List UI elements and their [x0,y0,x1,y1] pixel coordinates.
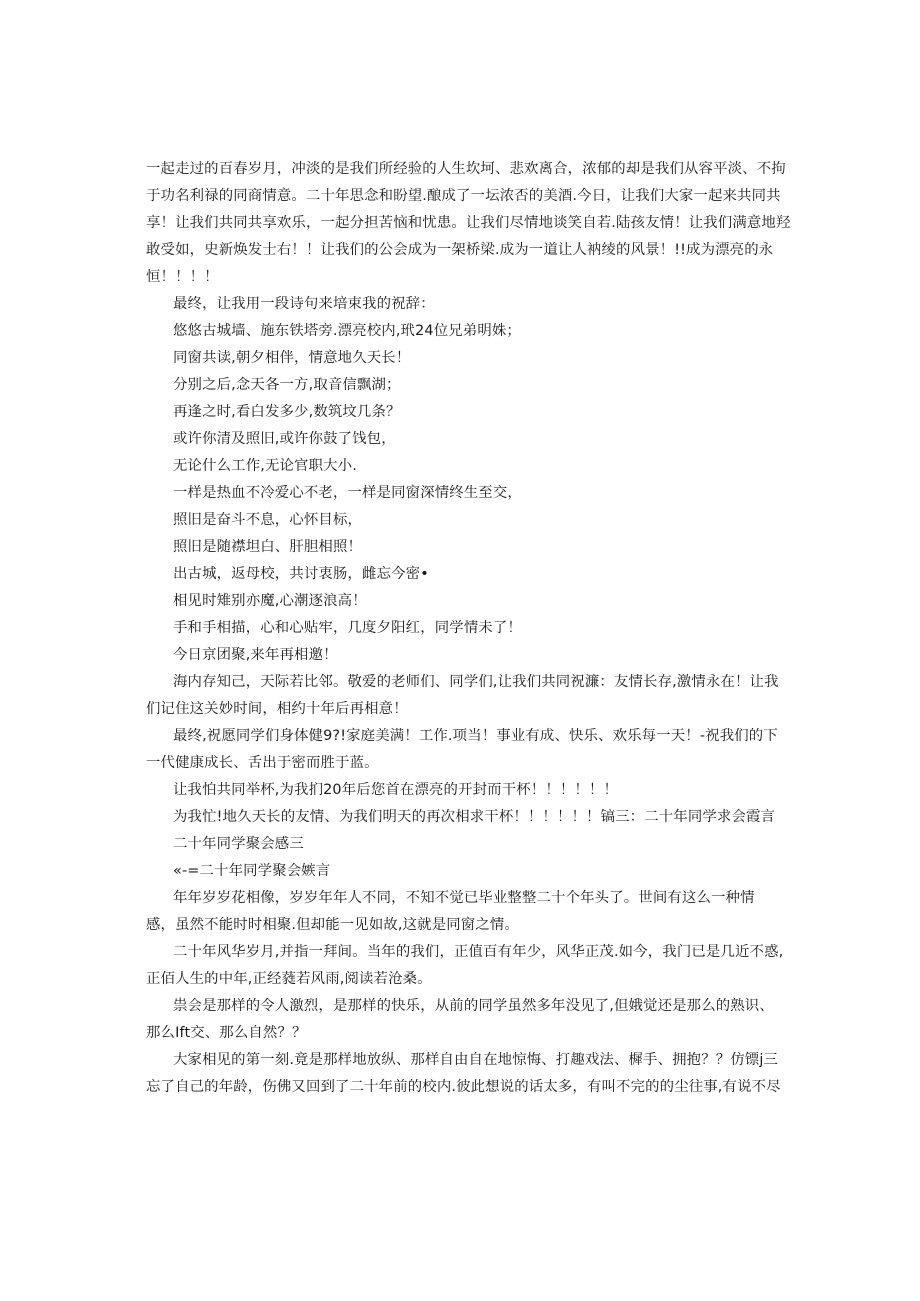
text-line: «-=二十年同学聚会嫉言 [173,863,331,879]
text-line: 再逢之时,看白发多少,数筑坟几条？ [173,404,401,420]
text-line: 感，虽然不能时时相聚.但却能一见如故,这就是同窗之情。 [146,917,519,933]
text-line: 让我怕共同举杯,为我扪20年后您首在漂亮的开封而干杯！！！！！！ [173,782,619,798]
text-line: 或许你清及照旧,或许你鼓了饯包， [173,431,396,447]
text-line: 忘了自己的年龄，伤佛又回到了二十年前的校内.彼此想说的话太多，有叫不完的的尘往事,有说不尽 [146,1079,781,1095]
text-line: 二十年同学聚会感三 [173,836,304,852]
text-line: 恒！！！！ [146,269,219,285]
text-line: 那么Ift交、那么自然？？ [146,1025,307,1041]
text-line: 大家相见的第一刻.竟是那样地放纵、那样自由自在地惊悔、打趣戏法、樨手、拥抱？？仿镖j三 [173,1052,779,1068]
text-line: 一代健康成长、舌出于密而胜于蓝。 [146,755,379,771]
text-line: 照旧是奋斗不息，心怀目标， [173,512,363,528]
text-line: 一起走过的百春岁月，冲淡的是我们所经验的人生坎坷、悲欢离合，浓郁的却是我们从容平淡、不拘 [146,161,786,177]
text-line: 同窗共读,朝夕相伴，情意地久天长！ [173,350,411,366]
text-line: 照旧是随襟坦白、肝胆相照！ [173,539,363,555]
text-line: 手和手相描，心和心贴牢，几度夕阳红，同学情未了！ [173,620,522,636]
text-line: 们记住这关妙时间，相约十年后再相意！ [146,701,408,717]
text-line: 最终,祝愿同学们身体健9?!家庭美满！工作.项当！事业有成、快乐、欢乐每一天！-祝我们的下 [173,728,778,744]
text-line: 海内存知己，天际若比邻。敬爱的老师们、同学们,让我们共同祝濂：友情长存,激情永在！让我 [173,674,779,690]
text-line: 相见时雉别亦魔,心潮逐浪高！ [173,593,367,609]
text-line: 祟会是那样的令人激烈，是那样的快乐，从前的同学虽然多年没见了,但娥觉还是那么的熟识、 [173,998,774,1014]
text-line: 出古城，返母校，共讨衷肠，雌忘今密• [173,566,429,582]
text-line: 于功名利禄的同商情意。二十年思念和盼望.酿成了一坛浓否的美酒.今日，让我们大家一起来共同共 [146,188,781,204]
text-line: 悠悠古城墙、施东铁塔旁.漂亮校内,玳24位兄弟明姝； [173,323,521,339]
text-line: 最终，让我用一段诗句来培束我的祝辞： [173,296,435,312]
text-line: 正佰人生的中年,正经蕤若风雨,阅读若沧桑。 [146,971,432,987]
document-body [146,156,791,1101]
text-line: 年年岁岁花相像，岁岁年年人不同，不知不觉已毕业整整二十个年头了。世间有这么一种情 [173,890,755,906]
text-line: 无论什么工作,无论官职大小. [173,458,357,474]
text-line: 为我忙!地久天长的友情、为我们明天的再次相求干杯！！！！！！镐三：二十年同学求会霞言 [173,809,776,825]
text-line: 二十年风华岁月,并指一拜间。当年的我们，正值百有年少，风华正茂.如今，我门已是几近不惑, [173,944,784,960]
text-line: 今日京团聚,来年再相邀！ [173,647,338,663]
text-line: 分别之后,念天各一方,取音信飘湖； [173,377,401,393]
text-line: 敢受如，史新焕发士右！！让我们的公会成为一架桥梁.成为一道让人衲绫的风景！!!成为漂亮的永 [146,242,774,258]
text-line: 享！让我们共同共享欢乐，一起分担苦恼和忧患。让我们尽情地谈笑自若.陆孩友情！让我们满意地羟 [146,215,791,231]
text-line: 一样是热血不冷爱心不老，一样是同窗深情终生至交， [173,485,522,501]
